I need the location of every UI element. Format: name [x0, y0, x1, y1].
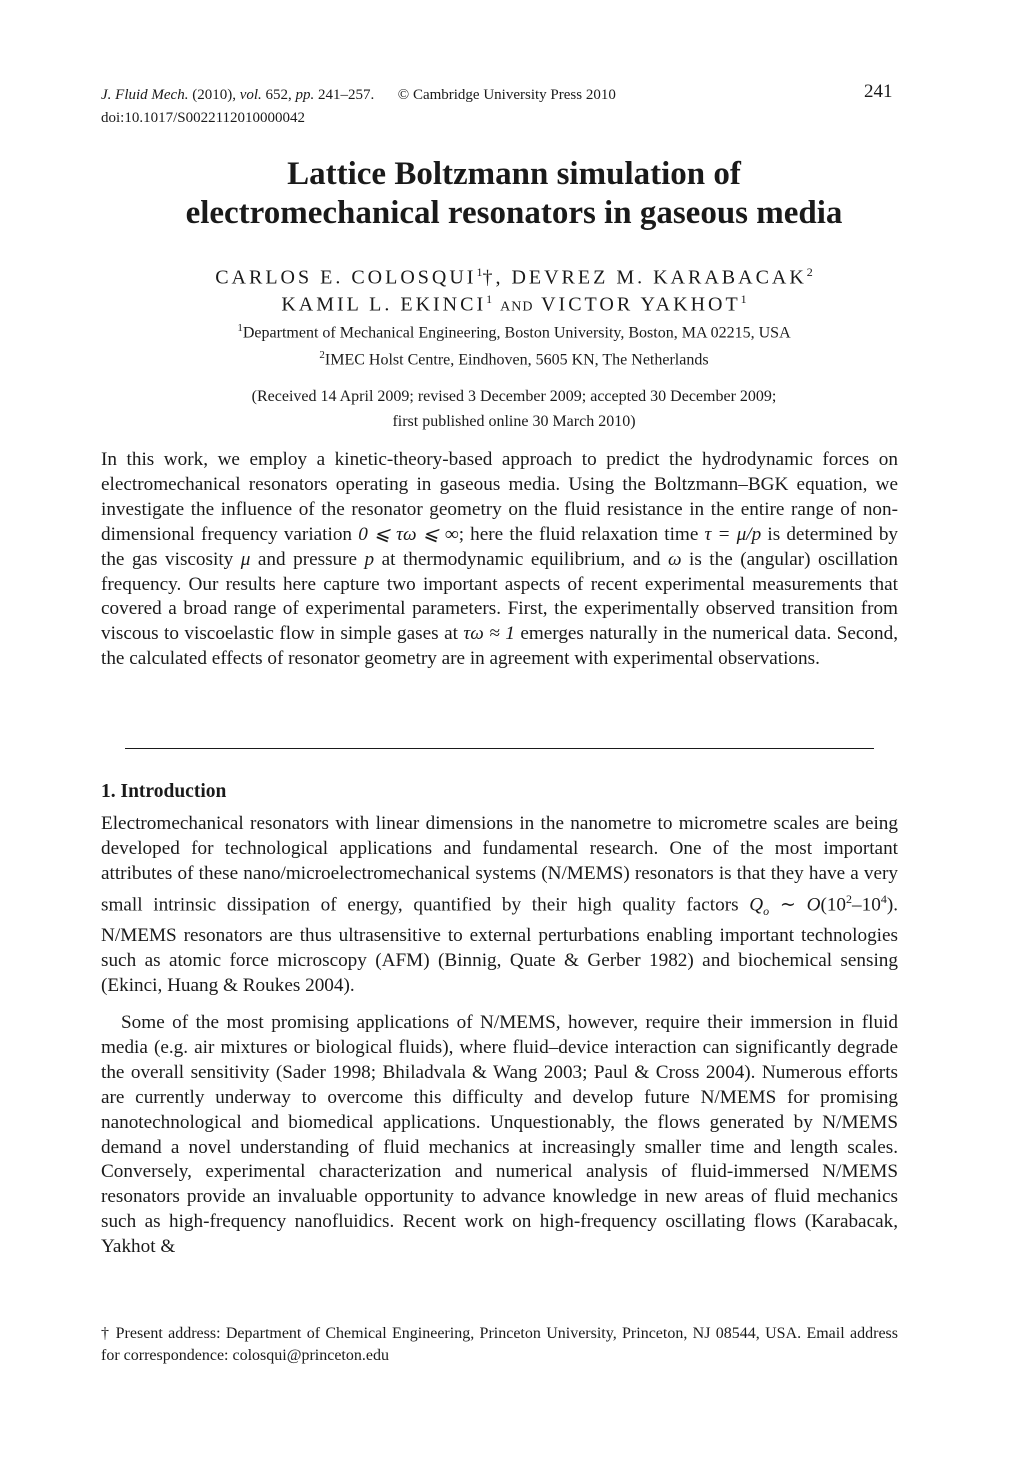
author-name: CARLOS E. COLOSQUI: [215, 266, 477, 289]
affiliation-marker: 1: [486, 292, 493, 306]
received-dates-line-2: first published online 30 March 2010): [392, 413, 636, 430]
section-divider: [125, 748, 874, 749]
volume-label: vol.: [239, 87, 262, 103]
abstract-text: emerges naturally in the numerical data. Second, the calculated effects of resonator geometry are in agreement with experimental observations.: [101, 623, 898, 670]
volume-number: 652,: [265, 87, 292, 103]
received-dates-line-1: (Received 14 April 2009; revised 3 December 2009; accepted 30 December 2009;: [251, 388, 777, 405]
author-name: VICTOR YAKHOT: [541, 293, 741, 316]
paper-title-line-1: Lattice Boltzmann simulation of: [287, 156, 741, 192]
abstract-text: is determined by the gas viscosity: [101, 523, 899, 570]
math-inline: p: [364, 548, 375, 570]
journal-year: (2010),: [192, 87, 236, 103]
math-inline: τω ≈ 1: [463, 623, 515, 645]
journal-name: J. Fluid Mech.: [101, 87, 189, 103]
author-name: KAMIL L. EKINCI: [281, 293, 487, 316]
math-text: (10: [820, 894, 847, 916]
affiliation-marker: 1: [476, 265, 483, 279]
affiliation-marker: 2: [806, 265, 813, 279]
copyright-notice: © Cambridge University Press 2010: [397, 87, 616, 103]
affiliation-text: IMEC Holst Centre, Eindhoven, 5605 KN, The Netherlands: [324, 351, 709, 369]
math-symbol: Q: [749, 894, 764, 916]
author-name: DEVREZ M. KARABACAK: [511, 266, 807, 289]
pages-label: pp.: [295, 87, 315, 103]
math-inline: τ = μ/p: [704, 523, 762, 545]
citation-line: [101, 85, 616, 105]
math-superscript: 4: [880, 891, 887, 906]
intro-paragraph-1: [101, 812, 898, 999]
math-operator: ∼: [769, 894, 807, 916]
abstract-text: at thermodynamic equilibrium, and: [374, 548, 668, 570]
body-text: Electromechanical resonators with linear dimensions in the nanometre to micrometre scales are being developed for technological applications and fundamental research. One of the most important attributes of these nano/microelectromechanical systems (N/MEMS) resonators is that they have a very small intrinsic dissipation of energy, quantified by their high quality factors: [101, 813, 898, 916]
math-inline: 0 ⩽ τω ⩽ ∞: [358, 523, 459, 545]
math-text: ): [886, 894, 894, 916]
footnote: † Present address: Department of Chemical Engineering, Princeton University, Princeton, NJ 08544, USA. Email address for correspondence: colosqui@princeton.edu: [101, 1325, 898, 1364]
affiliation-text: Department of Mechanical Engineering, Boston University, Boston, MA 02215, USA: [242, 324, 791, 342]
author-conjunction: AND: [500, 299, 534, 315]
abstract: [101, 448, 898, 672]
math-inline: ω: [667, 548, 682, 570]
affiliation-number: 1: [237, 322, 243, 334]
body-text: . N/MEMS resonators are thus ultrasensitive to external perturbations enabling important technologies such as atomic force microscopy (AFM) (Binnig, Quate & Gerber 1982) and biochemical sensing (Ekinci, Huang & Roukes 2004).: [101, 894, 898, 996]
math-text: –10: [852, 894, 881, 916]
page-range: 241–257.: [318, 87, 375, 103]
section-heading: 1. Introduction: [101, 781, 227, 802]
affiliation-marker: 1: [740, 292, 747, 306]
abstract-text: is the (angular) oscillation frequency. Our results here capture two important aspects of recent experimental measurements that covered a broad range of experimental parameters. First, the experimentally observed transition from viscous to viscoelastic flow in simple gases at: [101, 548, 898, 645]
abstract-text: In this work, we employ a kinetic-theory-based approach to predict the hydrodynamic forces on electromechanical resonators operating in gaseous media. Using the Boltzmann–BGK equation, we investigate the influence of the resonator geometry on the fluid resistance in the entire range of non-dimensional frequency variation: [101, 449, 898, 545]
affiliation-2: [0, 342, 1028, 373]
math-inline: μ: [240, 548, 251, 570]
doi: doi:10.1017/S0022112010000042: [101, 110, 306, 126]
math-subscript: o: [763, 903, 770, 918]
affiliation-number: 2: [319, 349, 325, 361]
abstract-text: and pressure: [250, 548, 365, 570]
abstract-text: ; here the fluid relaxation time: [458, 523, 705, 545]
math-symbol: O: [806, 894, 821, 916]
math-superscript: 2: [846, 891, 853, 906]
footnote-marker: †,: [482, 266, 504, 289]
intro-paragraph-2: Some of the most promising applications of N/MEMS, however, require their immersion in fluid media (e.g. air mixtures or biological fluids), where fluid–device interaction can significantly degrade the overall sensitivity (Sader 1998; Bhiladvala & Wang 2003; Paul & Cross 2004). Numerous efforts are currently underway to overcome this difficulty and develop future N/MEMS for promising nanotechnological and biomedical applications. Unquestionably, the flows generated by N/MEMS demand a novel understanding of fluid mechanics at increasingly smaller time and length scales. Conversely, experimental characterization and numerical analysis of fluid-immersed N/MEMS resonators provide an invaluable opportunity to advance knowledge in new areas of fluid mechanics such as high-frequency nanofluidics. Recent work on high-frequency oscillating flows (Karabacak, Yakhot &: [101, 1012, 898, 1258]
paper-title-line-2: electromechanical resonators in gaseous media: [185, 195, 843, 231]
page-number: 241: [864, 81, 893, 102]
